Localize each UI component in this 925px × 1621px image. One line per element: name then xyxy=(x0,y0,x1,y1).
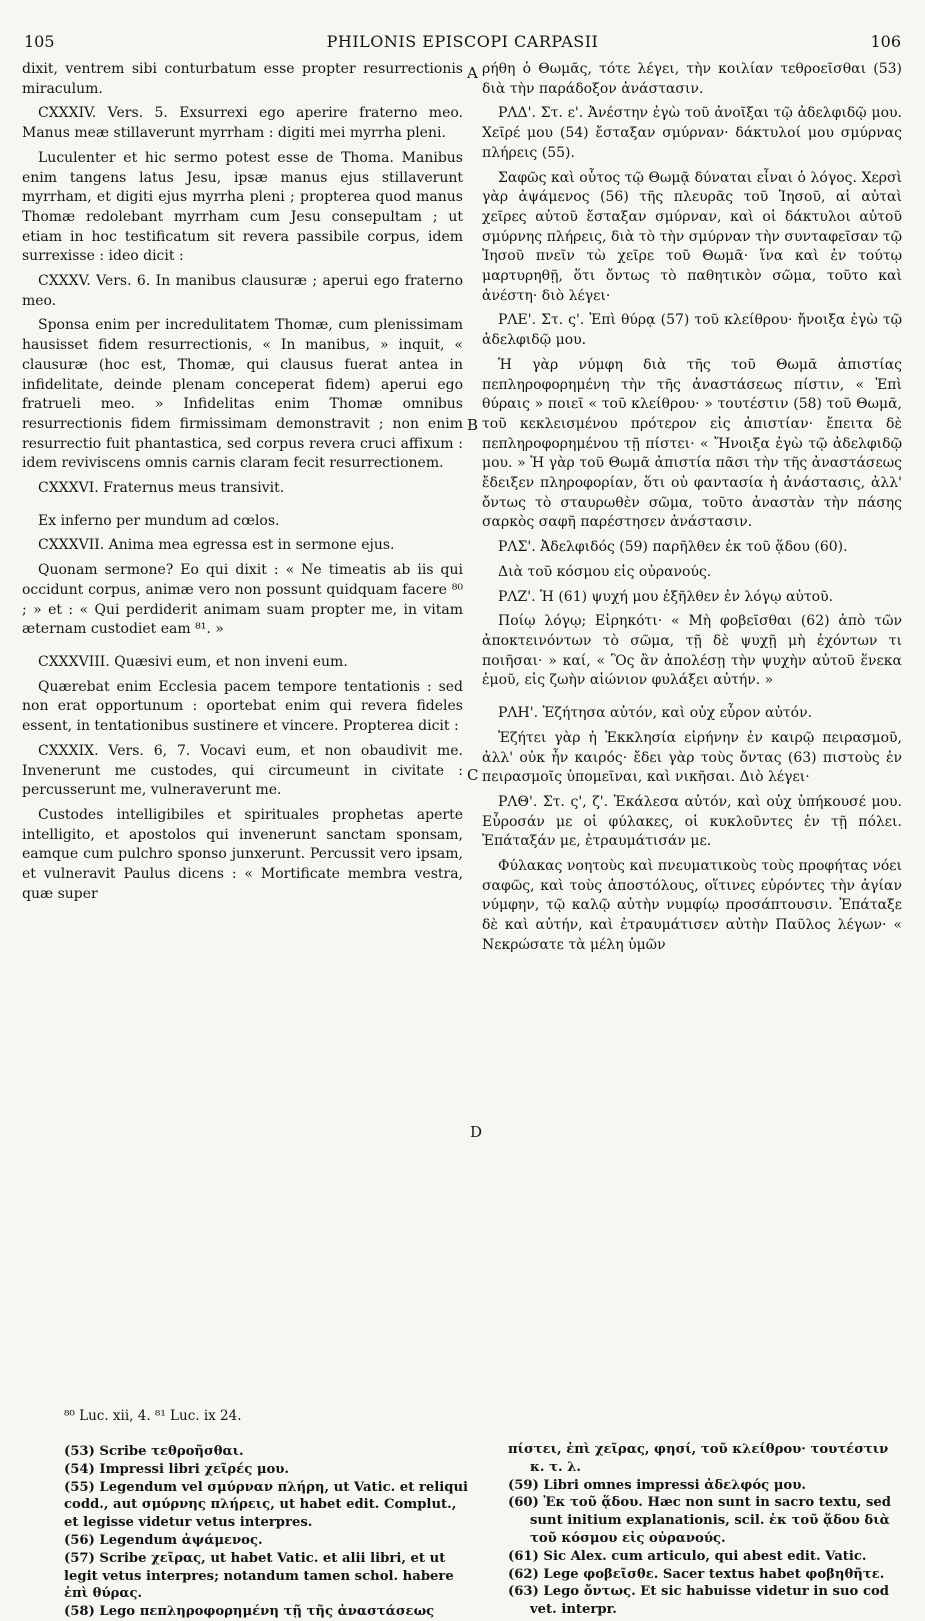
note-62: (62) Lege φοβεῖσθε. Sacer textus habet φοβηθῆτε. xyxy=(508,1566,885,1582)
running-title: PHILONIS EPISCOPI CARPASII xyxy=(326,32,599,51)
latin-section-heading: CXXXVIII. Quæsivi eum, et non inveni eum. xyxy=(38,653,348,670)
margin-letter-d: D xyxy=(470,1123,483,1141)
note-55: (55) Legendum vel σμύρναν πλήρη, ut Vatic. et reliqui codd., aut σμύρνης πλήρεις, ut habet edit. Complut., et legisse videtur vetus interpres. xyxy=(64,1479,469,1531)
greek-paragraph: Φύλακας νοητοὺς καὶ πνευματικοὺς τοὺς προφήτας νόει σαφῶς, καὶ τοὺς ἀποστόλους, οἵτινες εὑρόντες τὴν ἁγίαν νύμφην, τῷ καλῷ αὐτὴν νυμφίῳ προσάπτουσιν. Ἐπάταξε δὲ καὶ αὐτήν, καὶ ἐτραυμάτισεν αὐτὴν Παῦλος λέγων· « Νεκρώσατε τὰ μέλη ὑμῶν xyxy=(482,858,902,953)
greek-section-heading: ΡΛΕ'. Στ. ς'. Ἐπὶ θύρᾳ (57) τοῦ κλείθρου· ἤνοιξα ἐγὼ τῷ ἀδελφιδῷ μου. xyxy=(482,312,902,349)
running-header xyxy=(0,32,925,58)
latin-paragraph: Ex inferno per mundum ad cœlos. xyxy=(38,512,280,529)
latin-section-heading: CXXXVII. Anima mea egressa est in sermone ejus. xyxy=(38,537,395,554)
note-53: (53) Scribe τεθροῆσθαι. xyxy=(64,1444,244,1459)
latin-paragraph: Sponsa enim per incredulitatem Thomæ, cum plenissimam hausisset fidem resurrectionis, « In manibus, » inquit, « clausuræ (hoc est, Thomæ, qui clausus fuerat antea in infidelitate, deinde plenam conceperat fidem) aperui ego fratrueli meo. » Infidelitas enim Thomæ omnibus resurrectionis fidem firmissimam demonstravit ; non enim resurrectio fuit phantastica, sed corpus revera cruci affixum : idem reviviscens omnis carnis claram fecit resurrectionem. xyxy=(22,317,463,472)
greek-paragraph: ρήθη ὁ Θωμᾶς, τότε λέγει, τὴν κοιλίαν τεθροεῖσθαι (53) διὰ τὴν παράδοξον ἀνάστασιν. xyxy=(482,61,902,97)
latin-paragraph: Luculenter et hic sermo potest esse de Thoma. Manibus enim tangens latus Jesu, ipsæ manus ejus stillaverunt myrrham, et digiti ejus myrrha pleni ; propterea quod manus Thomæ redolebant myrrham cum Jesu consepultam ; ut etiam in hoc testificatum sit revera passibile corpus, idem surrexisse : ideo dicit : xyxy=(22,149,463,265)
note-56: (56) Legendum ἀψάμενος. xyxy=(64,1532,263,1548)
greek-column xyxy=(482,60,902,961)
greek-section-heading: ΡΛΖ'. Ἡ (61) ψυχή μου ἐξῆλθεν ἐν λόγῳ αὐτοῦ. xyxy=(498,588,834,605)
latin-section-heading: CXXXIX. Vers. 6, 7. Vocavi eum, et non obaudivit me. Invenerunt me custodes, qui circumeunt in civitate : percusserunt me, vulneraverunt me. xyxy=(22,742,463,799)
greek-paragraph: Ἡ γὰρ νύμφη διὰ τῆς τοῦ Θωμᾶ ἀπιστίας πεπληροφορημένη τὴν τῆς ἀναστάσεως πίστιν, « Ἐπὶ θύραις » ποιεῖ « τοῦ κλείθρου· » τουτέστιν (58) τοῦ Θωμᾶ, τοῦ κεκλεισμένου πρότερον εἰς ἀπιστίαν· ἔπειτα δὲ πεπληροφορημένου τῇ πίστει· « Ἤνοιξα ἐγὼ τῷ ἀδελφιδῷ μου. » Ἡ γὰρ τοῦ Θωμᾶ ἀπιστία πᾶσι τὴν τῆς ἀναστάσεως ἔδειξεν πληροφορίαν, ὅτι οὐ φαντασία ἡ ἀνάστασις, ἀλλ' ὄντως τὸ σταυρωθὲν σῶμα, τοῦτο ἀναστὰν τὴν πάσης σαρκὸς σαφῆ παρέστησεν ἀνάστασιν. xyxy=(482,356,902,531)
latin-paragraph: Quonam sermone? Eo qui dixit : « Ne timeatis ab iis qui occidunt corpus, animæ vero non possunt quidquam facere ⁸⁰ ; » et : « Qui perdiderit animam suam propter me, in vitam æternam custodiet eam ⁸¹. » xyxy=(22,562,463,638)
notes-left-column xyxy=(64,1443,472,1621)
note-58: (58) Lego πεπληροφορημένη τῇ τῆς ἀναστάσεως xyxy=(64,1604,435,1620)
greek-paragraph: Ποίῳ λόγῳ; Εἰρηκότι· « Μὴ φοβεῖσθαι (62) ἀπὸ τῶν ἀποκτεινόντων τὸ σῶμα, τῇ δὲ ψυχῇ μὴ ἐχόντων τι ποιῆσαι· » καί, « Ὃς ἂν ἀπολέσῃ τὴν ψυχὴν αὐτοῦ ἕνεκα ἐμοῦ, εἰς ζωὴν αἰώνιον φυλάξει αὐτήν. » xyxy=(482,613,902,689)
greek-paragraph: Σαφῶς καὶ οὗτος τῷ Θωμᾷ δύναται εἶναι ὁ λόγος. Χερσὶ γὰρ ἀψάμενος (56) τῆς πλευρᾶς τοῦ Ἰησοῦ, αἱ αὐταὶ χεῖρες αὐτοῦ ἔσταξαν σμύρναν, καὶ οἱ δάκτυλοι αὐτοῦ σμύρνης πλήρεις, διὰ τὸ τὴν σμύρναν τὴν συνταφεῖσαν τῷ Ἰησοῦ πνεῖν τὼ χεῖρε τοῦ Θωμᾶ· ἵνα καὶ ἐν τούτῳ μαρτυρηθῇ, ὅτι ὄντως τὸ παθητικὸν σῶμα, τοῦτο καὶ ἀνέστη· διὸ λέγει· xyxy=(482,169,902,304)
greek-section-heading: ΡΛΔ'. Στ. ε'. Ἀνέστην ἐγὼ τοῦ ἀνοῖξαι τῷ ἀδελφιδῷ μου. Χεῖρέ μου (54) ἔσταξαν σμύρναν· δάκτυλοί μου σμύρνας πλήρεις (55). xyxy=(482,105,902,161)
latin-column xyxy=(22,60,463,909)
latin-paragraph: Quærebat enim Ecclesia pacem tempore tentationis : sed non erat opportunum : oportebat enim qui revera fideles essent, in tentationibus sustinere et vincere. Propterea dicit : xyxy=(22,678,463,735)
page-number-left: 105 xyxy=(24,32,55,51)
margin-letter-b: B xyxy=(467,416,479,434)
note-58-continued: πίστει, ἐπὶ χεῖρας, φησί, τοῦ κλείθρου· τουτέστιν κ. τ. λ. xyxy=(508,1442,889,1475)
latin-section-heading: CXXXV. Vers. 6. In manibus clausuræ ; aperui ego fraterno meo. xyxy=(22,273,463,309)
note-60: (60) Ἐκ τοῦ ᾅδου. Hæc non sunt in sacro textu, sed sunt initium explanationis, scil. ἐκ τοῦ ᾅδου διὰ τοῦ κόσμου εἰς οὐρανούς. xyxy=(508,1495,892,1546)
notes-right-column xyxy=(508,1441,906,1619)
page-number-right: 106 xyxy=(870,32,901,51)
latin-section-heading: CXXXVI. Fraternus meus transivit. xyxy=(38,480,285,497)
latin-paragraph: dixit, ventrem sibi conturbatum esse propter resurrectionis miraculum. xyxy=(22,61,463,97)
note-54: (54) Impressi libri χεῖρές μου. xyxy=(64,1461,290,1477)
note-61: (61) Sic Alex. cum articulo, qui abest edit. Vatic. xyxy=(508,1548,867,1564)
greek-section-heading: ΡΛΗ'. Ἐζήτησα αὐτόν, καὶ οὐχ εὗρον αὐτόν. xyxy=(498,705,813,722)
greek-paragraph: Διὰ τοῦ κόσμου εἰς οὐρανούς. xyxy=(498,563,712,580)
note-63: (63) Lego ὄντως. Et sic habuisse videtur in suo cod vet. interpr. xyxy=(508,1584,889,1618)
greek-section-heading: ΡΛΘ'. Στ. ς', ζ'. Ἐκάλεσα αὐτόν, καὶ οὐχ ὑπήκουσέ μου. Εὗροσάν με οἱ φύλακες, οἱ κυκλοῦντες ἐν τῇ πόλει. Ἐπάταξάν με, ἐτραυμάτισάν με. xyxy=(482,793,902,850)
scripture-footnote: ⁸⁰ Luc. xii, 4. ⁸¹ Luc. ix 24. xyxy=(64,1408,242,1424)
margin-letter-a: A xyxy=(467,64,478,82)
greek-section-heading: ΡΛΣ'. Ἀδελφιδός (59) παρῆλθεν ἐκ τοῦ ᾅδου (60). xyxy=(498,539,848,556)
margin-letter-c: C xyxy=(467,766,479,784)
note-59: (59) Libri omnes impressi ἀδελφός μου. xyxy=(508,1477,806,1493)
latin-section-heading: CXXXIV. Vers. 5. Exsurrexi ego aperire fraterno meo. Manus meæ stillaverunt myrrham : digiti mei myrrha pleni. xyxy=(22,105,463,142)
note-57: (57) Scribe χεῖρας, ut habet Vatic. et alii libri, et ut legit vetus interpres; notandum tamen schol. habere ἐπὶ θύρας. xyxy=(64,1550,454,1602)
greek-paragraph: Ἐζήτει γὰρ ἡ Ἐκκλησία εἰρήνην ἐν καιρῷ πειρασμοῦ, ἀλλ' οὐκ ἦν καιρός· ἔδει γὰρ τοὺς ὄντας (63) πιστοὺς ἐν πειρασμοῖς ὑπομεῖναι, καὶ νικῆσαι. Διὸ λέγει· xyxy=(482,729,902,786)
latin-paragraph: Custodes intelligibiles et spirituales prophetas aperte intelligito, et apostolos qui invenerunt sanctam sponsam, eamque cum pulchro sponso junxerunt. Percussit vero ipsam, et vulneravit Paulus dicens : « Mortificate membra vestra, quæ super xyxy=(22,806,463,902)
